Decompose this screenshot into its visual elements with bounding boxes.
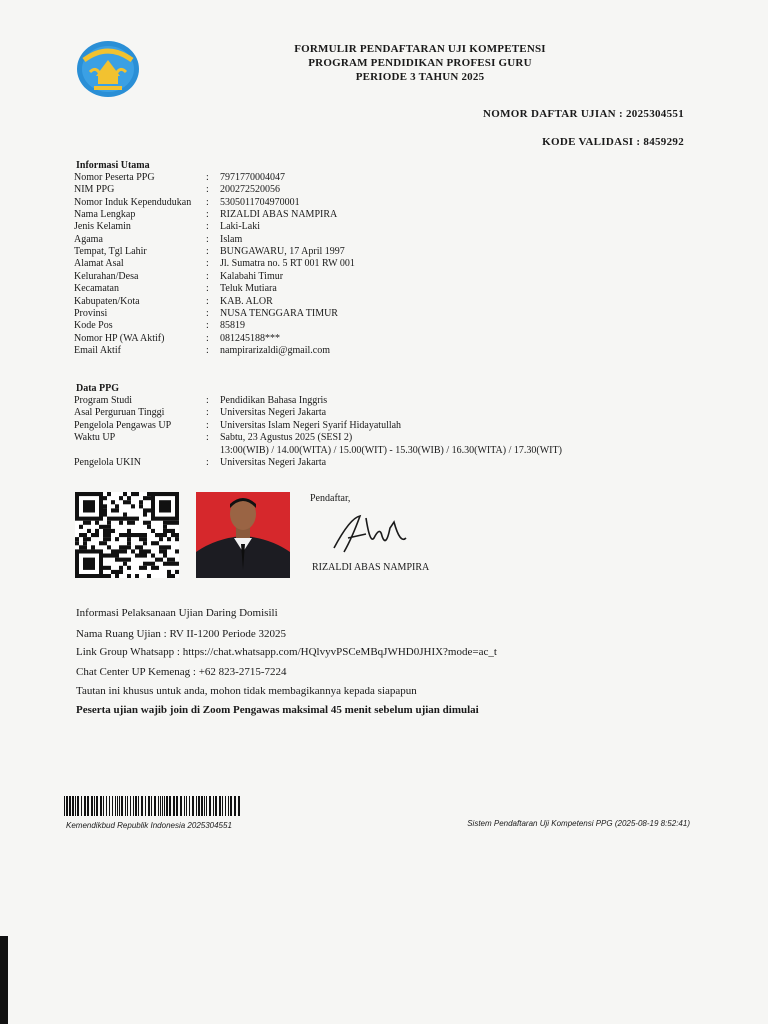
row-separator: : [206,307,209,319]
row-label: Email Aktif [74,344,121,356]
row-value: BUNGAWARU, 17 April 1997 [220,246,345,258]
row-value: Laki-Laki [220,221,260,233]
row-value: Teluk Mutiara [220,283,277,295]
row-value: Universitas Negeri Jakarta [220,457,327,468]
signature-image [330,508,410,558]
row-label: Kode Pos [74,320,113,332]
kode-validasi: KODE VALIDASI : 8459292 [542,136,684,148]
row-value: 85819 [220,320,245,332]
row-label: Asal Perguruan Tinggi [74,407,165,419]
program-title: PROGRAM PENDIDIKAN PROFESI GURU [308,57,532,69]
scan-edge [0,936,8,1024]
row-separator: : [206,258,209,270]
row-separator: : [206,246,209,258]
row-label: Alamat Asal [74,258,124,270]
row-separator: : [206,270,209,282]
row-separator: : [206,332,209,344]
pendaftar-name: RIZALDI ABAS NAMPIRA [312,562,430,573]
row-value: 7971770004047 [220,172,285,183]
form-title: FORMULIR PENDAFTARAN UJI KOMPETENSI [294,43,546,55]
tut-wuri-handayani-logo [76,40,140,98]
row-separator: : [206,407,209,419]
periode-title: PERIODE 3 TAHUN 2025 [355,71,485,83]
barcode [64,796,242,816]
row-value: Universitas Negeri Jakarta [220,407,327,419]
footer-right: Sistem Pendaftaran Uji Kompetensi PPG (2025-08-19 8:52:41) [467,819,690,828]
row-separator: : [206,184,209,196]
nomor-daftar-ujian: NOMOR DAFTAR UJIAN : 2025304551 [483,108,684,120]
row-label: Kelurahan/Desa [74,270,139,282]
informasi-utama-title: Informasi Utama [76,160,150,171]
row-value: 200272520056 [220,184,280,196]
qr-code [75,492,179,578]
whatsapp-link[interactable]: Link Group Whatsapp : https://chat.whatsapp.com/HQlvyvPSCeMBqJWHD0JHIX?mode=ac_t [76,646,497,658]
row-label: Nomor HP (WA Aktif) [74,332,165,344]
data-ppg-title: Data PPG [76,383,120,394]
zoom-warning: Peserta ujian wajib join di Zoom Pengawas maksimal 45 menit sebelum ujian dimulai [76,704,479,716]
footer-left: Kemendikbud Republik Indonesia 2025304551 [66,821,232,830]
row-separator: : [206,432,209,444]
row-value: KAB. ALOR [220,295,273,307]
row-separator: : [206,196,209,208]
row-separator: : [206,209,209,221]
row-separator: : [206,283,209,295]
row-value: Universitas Islam Negeri Syarif Hidayatullah [220,419,402,431]
row-label: Waktu UP [74,432,116,444]
tautan-warning: Tautan ini khusus untuk anda, mohon tidak membagikannya kepada siapapun [76,685,417,697]
row-label: Jenis Kelamin [74,221,131,233]
row-separator: : [206,172,209,183]
row-separator: : [206,395,209,406]
row-value: nampirarizaldi@gmail.com [220,344,331,356]
row-value: Kalabahi Timur [220,270,284,282]
row-label: Kabupaten/Kota [74,295,140,307]
row-separator: : [206,233,209,245]
row-label: Nomor Induk Kependudukan [74,196,192,208]
row-label: Nama Lengkap [74,209,136,221]
participant-photo [196,492,290,578]
row-value: RIZALDI ABAS NAMPIRA [220,209,338,221]
row-label: Provinsi [74,307,108,319]
row-value: 5305011704970001 [220,196,300,208]
row-value: 081245188*** [220,332,280,344]
row-label: Nomor Peserta PPG [74,172,155,183]
row-label: Kecamatan [74,283,119,295]
row-value: NUSA TENGGARA TIMUR [220,307,338,319]
row-separator: : [206,221,209,233]
row-value: Jl. Sumatra no. 5 RT 001 RW 001 [220,258,355,270]
waktu-detail: 13:00(WIB) / 14.00(WITA) / 15.00(WIT) - 15.30(WIB) / 16.30(WITA) / 17.30(WIT) [220,445,562,456]
row-label: Agama [74,233,103,245]
row-label: Pengelola Pengawas UP [74,419,172,431]
chat-center: Chat Center UP Kemenag : +62 823-2715-7224 [76,666,287,678]
row-label: Tempat, Tgl Lahir [74,246,147,258]
nama-ruang-ujian: Nama Ruang Ujian : RV II-1200 Periode 32025 [76,628,287,640]
row-separator: : [206,295,209,307]
row-separator: : [206,344,209,356]
row-label: NIM PPG [74,184,115,196]
row-separator: : [206,419,209,431]
row-value: Islam [220,233,243,245]
row-label: Program Studi [74,395,133,406]
row-value: Pendidikan Bahasa Inggris [220,395,328,406]
info-pelaksanaan: Informasi Pelaksanaan Ujian Daring Domisili [76,607,278,619]
row-separator: : [206,320,209,332]
pendaftar-label: Pendaftar, [310,493,351,504]
row-label: Pengelola UKIN [74,457,141,468]
row-value: Sabtu, 23 Agustus 2025 (SESI 2) [220,432,353,444]
row-separator: : [206,457,209,468]
